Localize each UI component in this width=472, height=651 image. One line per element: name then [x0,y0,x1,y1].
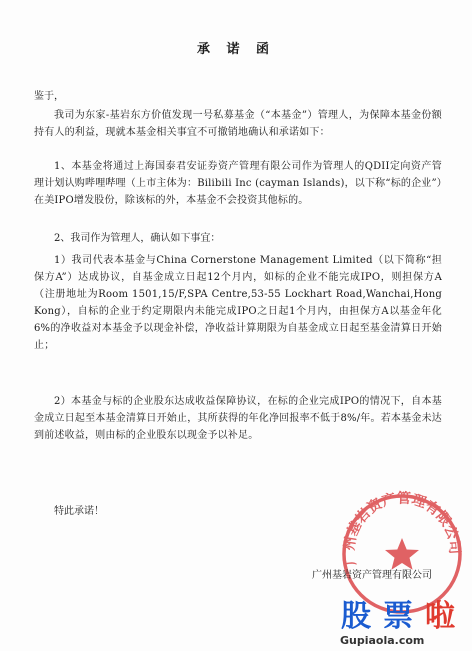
watermark-char-3: 啦 [425,599,455,634]
watermark-char-1: 股 [341,599,371,634]
document-title: 承 诺 函 [196,42,276,57]
clause-1: 1、本基金将通过上海国泰君安证券资产管理有限公司作为管理人的QDII定向资产管理计划认购哔哩哔哩（上市主体为：Bilibili Inc (cayman Islands)，以下称“标的企业”）在美IPO增发股份，除该标的外，本基金不会投资其他标的。 [34,161,443,206]
signature-company: 广州基岩资产管理有限公司 [312,570,432,581]
intro-paragraph: 我司为东家-基岩东方价值发现一号私募基金（“本基金”）管理人，为保障本基金份额持有人的利益，现就本基金相关事宜不可撤销地确认和承诺如下： [34,110,442,138]
closing-remark: 特此承诺！ [54,506,104,517]
clause-2-heading: 2、我司作为管理人，确认如下事宜： [54,233,221,244]
seal-text: 广州基岩资产管理有限公司 [341,490,463,567]
clause-2-item-1: 1）我司代表本基金与China Cornerstone Management Limited（以下简称“担保方A”）达成协议，自基金成立日起12个月内，如标的企业不能完成IPO，则担保方A（注册地址为Room 1501,15/F,SPA Centre,53-55 Lockhart Road,Wanchai,Hong Kong），自标的企业于约定期限内未能完成IPO之日起1个月内，由担保方A以基金年化6%的净收益对本基金予以现金补偿，净收益计算期限为自基金成立日起至基金清算日开始止； [34,255,442,351]
watermark-logo [334,600,466,648]
watermark-url: Gupiaola.com [340,634,425,647]
salutation: 鉴于， [34,91,64,102]
clause-2-item-2: 2）本基金与标的企业股东达成收益保障协议，在标的企业完成IPO的情况下，自本基金成立日起至本基金清算日开始止，其所获得的年化净回报率不低于8%/年。若本基金未达到前述收益，则由标的企业股东以现金予以补足。 [34,396,442,441]
watermark-char-2: 票 [383,599,413,634]
